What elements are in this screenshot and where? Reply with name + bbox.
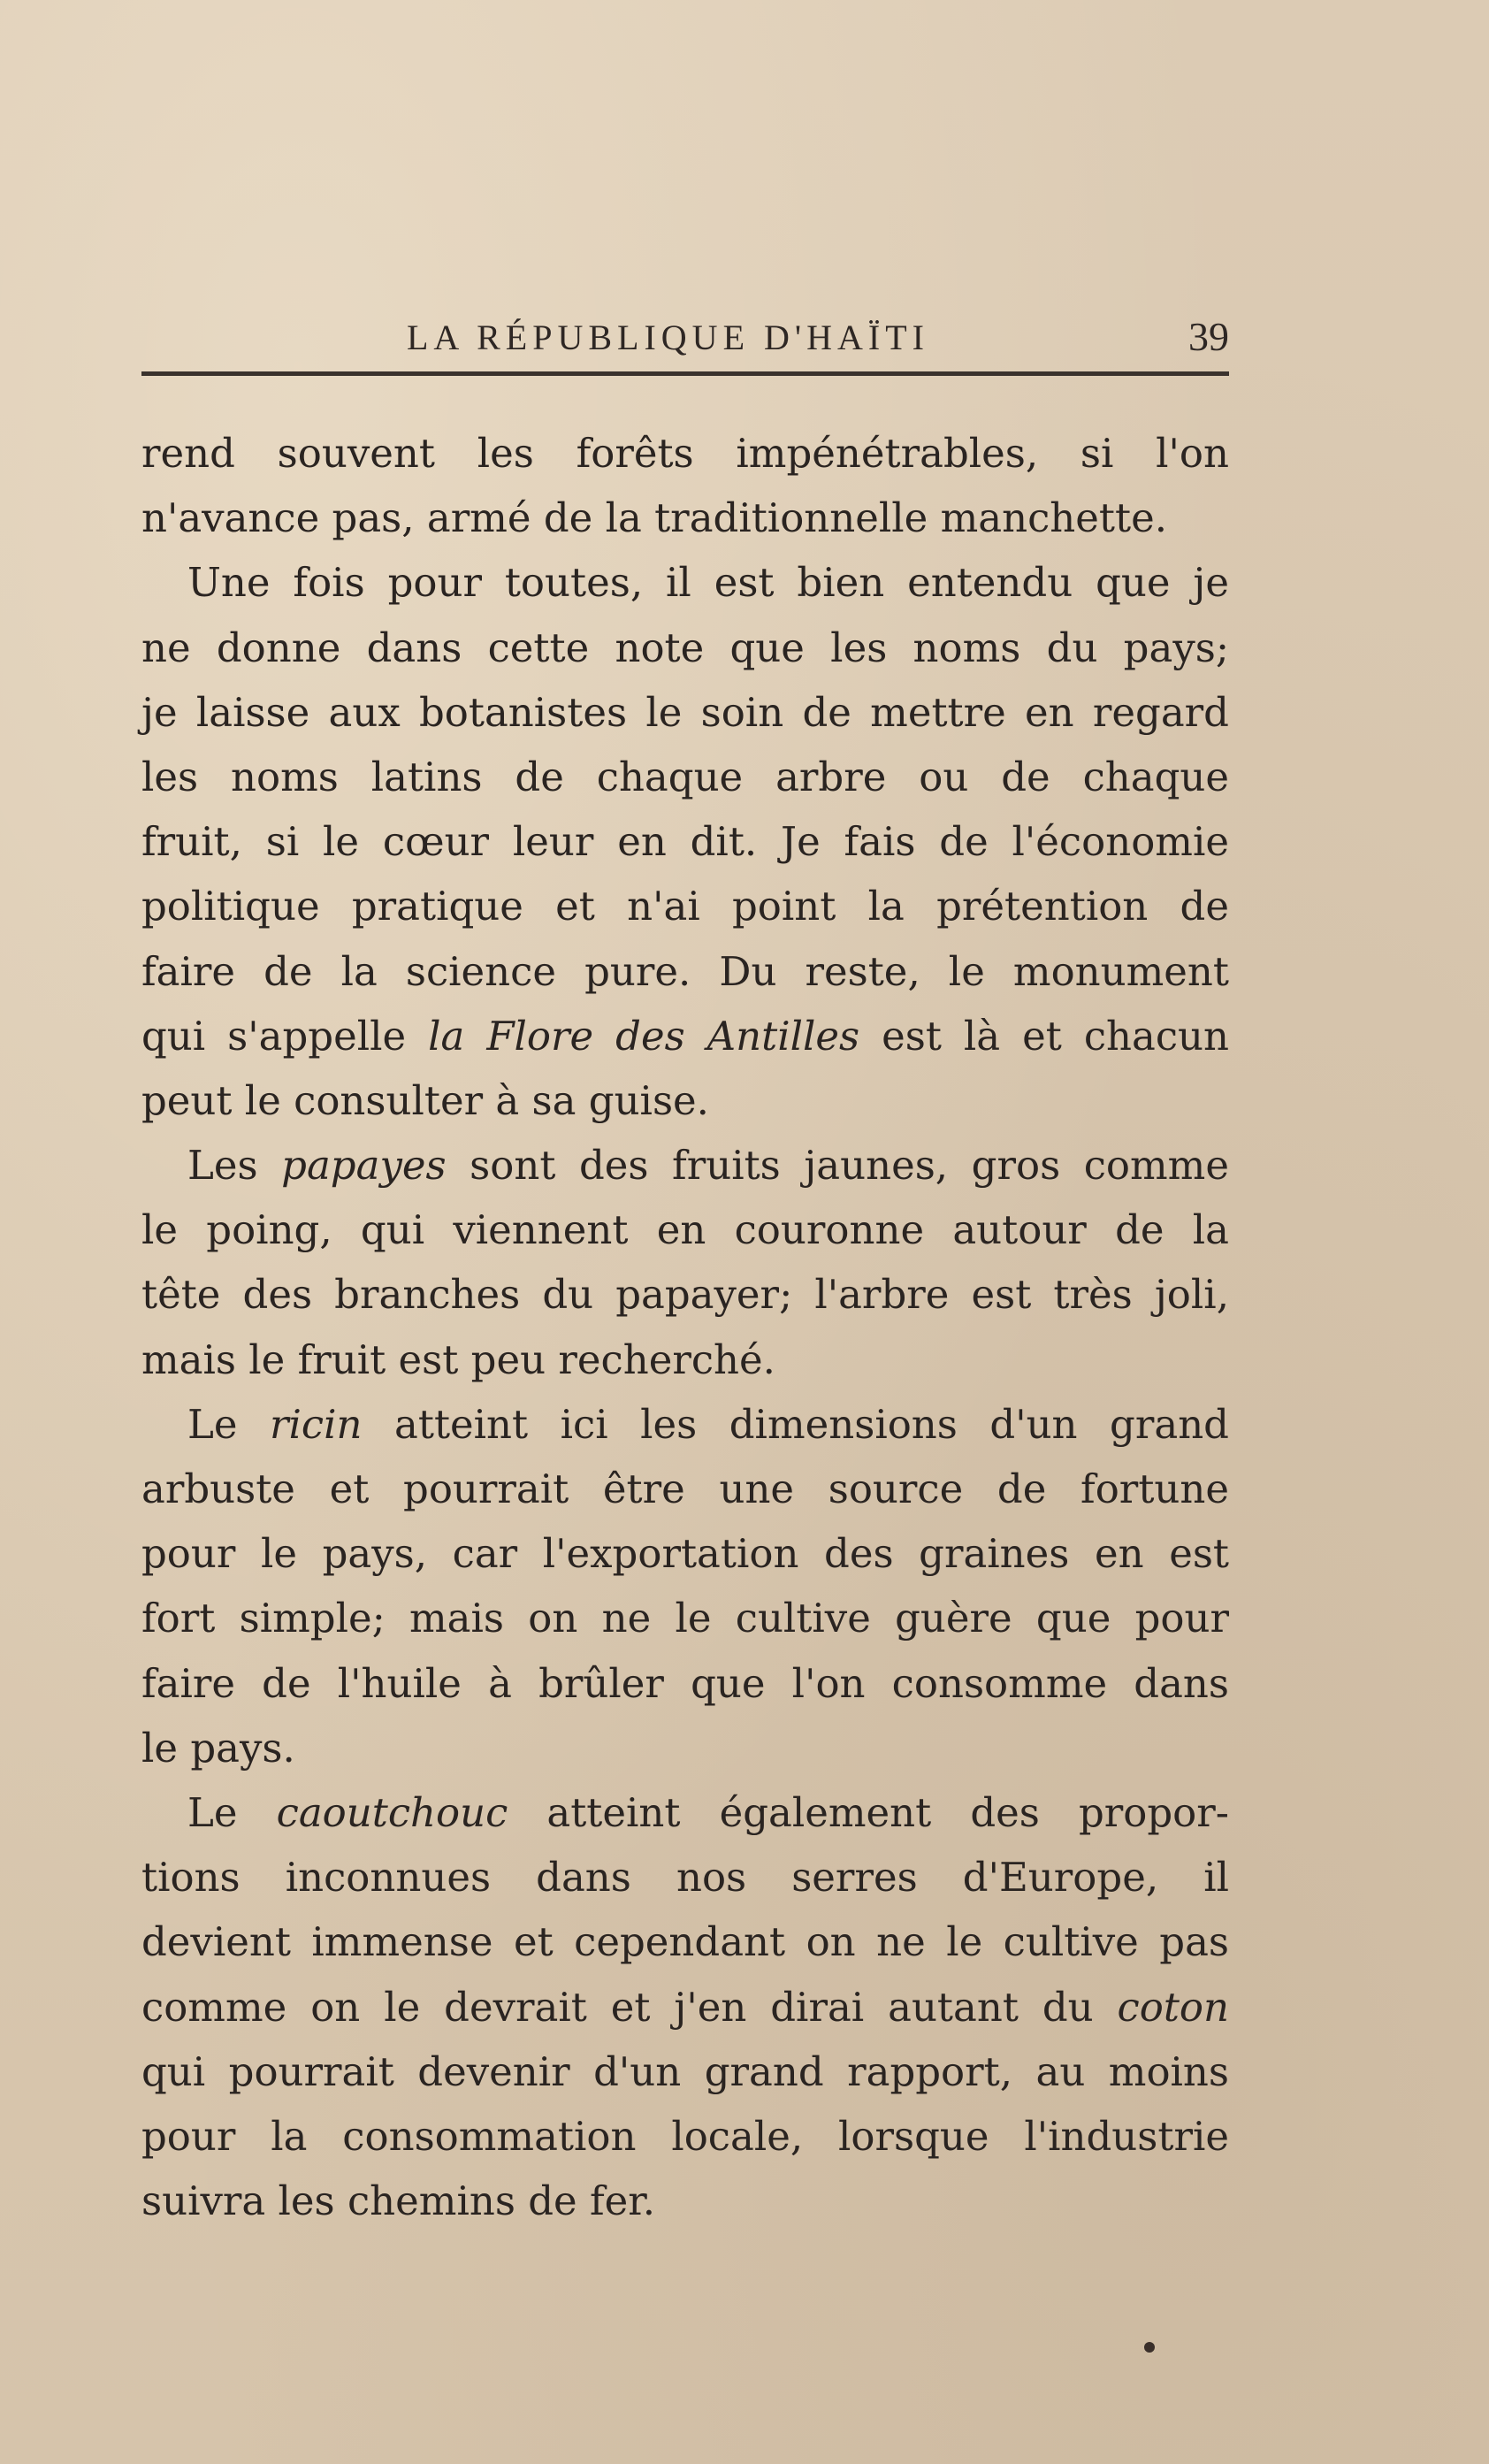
text-line: Le caoutchouc atteint également des propor-	[187, 1788, 1229, 1836]
italic-title: la Flore des Antilles	[428, 1012, 860, 1060]
body-text	[141, 421, 1229, 2233]
text-line: faire de la science pure. Du reste, le monument	[141, 947, 1229, 995]
text-line: suivra les chemins de fer.	[141, 2177, 656, 2225]
text-line: mais le fruit est peu recherché.	[141, 1335, 775, 1383]
text-line: Les papayes sont des fruits jaunes, gros comme	[187, 1142, 1229, 1190]
text-line: les noms latins de chaque arbre ou de chaque	[141, 753, 1229, 800]
text-line: peut le consulter à sa guise.	[141, 1076, 709, 1124]
text-line: fort simple; mais on ne le cultive guère que pour	[141, 1595, 1229, 1642]
page-number: 39	[1188, 314, 1229, 359]
text-line: rend souvent les forêts impénétrables, si l'on	[141, 430, 1229, 477]
running-head	[141, 308, 1229, 379]
text-line: Le ricin atteint ici les dimensions d'un grand	[187, 1400, 1229, 1448]
ink-speck	[1144, 2342, 1155, 2353]
text-line: ne donne dans cette note que les noms du pays;	[141, 624, 1229, 671]
text-line: qui pourrait devenir d'un grand rapport, au moins	[141, 2047, 1229, 2095]
italic-term: caoutchouc	[276, 1788, 508, 1836]
text-line: arbuste et pourrait être une source de fortune	[141, 1465, 1229, 1512]
text-line: comme on le devrait et j'en dirai autant du coton	[141, 1983, 1229, 2031]
italic-term: papayes	[281, 1142, 447, 1190]
text-line: pour la consommation locale, lorsque l'industrie	[141, 2112, 1229, 2160]
text-line: faire de l'huile à brûler que l'on consomme dans	[141, 1659, 1229, 1707]
italic-term: coton	[1117, 1983, 1229, 2031]
text-line: politique pratique et n'ai point la prétention de	[141, 883, 1229, 930]
header-rule	[141, 371, 1229, 376]
running-title: LA RÉPUBLIQUE D'HAÏTI	[407, 318, 929, 357]
text-line: tête des branches du papayer; l'arbre est très joli,	[141, 1271, 1229, 1319]
text-line: fruit, si le cœur leur en dit. Je fais de l'économie	[141, 818, 1229, 866]
text-line: le poing, qui viennent en couronne autour de la	[141, 1206, 1229, 1254]
text-line: qui s'appelle la Flore des Antilles est là et chacun	[141, 1012, 1230, 1060]
text-line: Une fois pour toutes, il est bien entendu que je	[187, 559, 1229, 607]
text-line: pour le pays, car l'exportation des graines en est	[141, 1530, 1229, 1578]
text-line: le pays.	[141, 1724, 295, 1771]
text-line: n'avance pas, armé de la traditionnelle manchette.	[141, 494, 1168, 542]
text-line: je laisse aux botanistes le soin de mettre en regard	[141, 688, 1229, 736]
italic-term: ricin	[270, 1400, 363, 1448]
text-line: devient immense et cependant on ne le cultive pas	[141, 1918, 1229, 1966]
text-line: tions inconnues dans nos serres d'Europe, il	[141, 1854, 1229, 1902]
